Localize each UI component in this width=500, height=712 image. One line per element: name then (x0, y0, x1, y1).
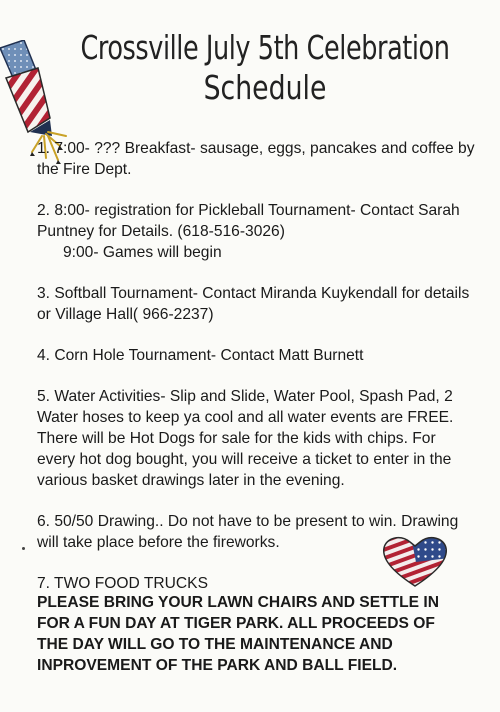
item-text: 5. Water Activities- Slip and Slide, Water Pool, Spash Pad, 2 Water hoses to keep ya cool and all water events are FREE. There will be Hot Dogs for sale for the kids with chips. For every hot dog bought, you will receive a ticket to enter in the various basket drawings later in the evening. (37, 388, 454, 489)
item-text: 7. TWO FOOD TRUCKS (37, 575, 208, 592)
list-item (37, 283, 477, 325)
flag-heart-icon (380, 532, 450, 590)
item-text: 1. 7:00- ??? Breakfast- sausage, eggs, pancakes and coffee by the Fire Dept. (37, 140, 475, 178)
page-subtitle: Schedule (203, 68, 327, 107)
page-title: Crossville July 5th Celebration (80, 28, 450, 67)
list-item (37, 345, 477, 366)
item-text: 3. Softball Tournament- Contact Miranda Kuykendall for details or Village Hall( 966-2237) (37, 285, 470, 323)
item-text: 4. Corn Hole Tournament- Contact Matt Burnett (37, 347, 364, 364)
speck (22, 547, 25, 550)
list-item (37, 200, 477, 263)
header (0, 28, 500, 108)
item-text: 2. 8:00- registration for Pickleball Tournament- Contact Sarah Puntney for Details. (618-516-3026) (37, 202, 460, 240)
list-item (37, 138, 477, 180)
list-item (37, 386, 477, 491)
item-text: 6. 50/50 Drawing.. Do not have to be present to win. Drawing will take place before the fireworks. (37, 513, 459, 551)
item-subtext: 9:00- Games will begin (63, 244, 222, 261)
closing-note: PLEASE BRING YOUR LAWN CHAIRS AND SETTLE IN FOR A FUN DAY AT TIGER PARK. ALL PROCEEDS OF THE DAY WILL GO TO THE MAINTENANCE AND INPROVEMENT OF THE PARK AND BALL FIELD. (37, 594, 439, 674)
